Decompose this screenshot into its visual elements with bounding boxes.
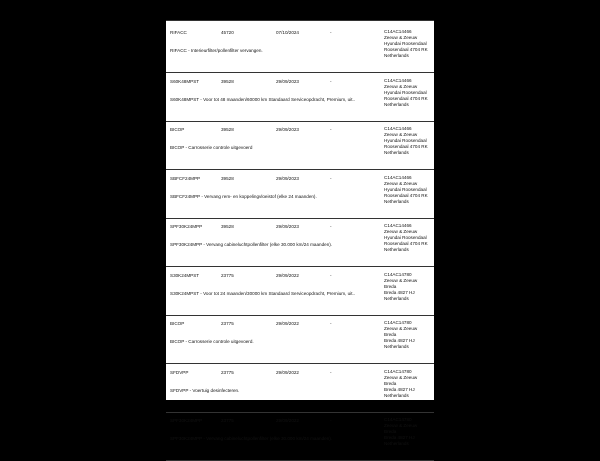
dealer-address-line: Netherlands <box>384 198 409 204</box>
dealer-address-line: Zeeuw & Zeeuw <box>384 277 418 283</box>
operation-description: BICOP - Carrosserie controle uitgevoerd <box>170 145 253 150</box>
service-entry <box>166 73 434 122</box>
service-entry <box>166 364 434 413</box>
mileage-value: 39528 <box>221 175 234 181</box>
operation-code: RIFACC <box>170 30 187 35</box>
dealer-address-line: C14AC14780 <box>384 368 412 374</box>
dealer-address-line: Breda <box>384 283 397 289</box>
dealer-address-line: Zeeuw & Zeeuw <box>384 326 418 331</box>
dealer-address-line: Zeeuw & Zeeuw <box>384 35 418 40</box>
service-entry <box>166 412 434 461</box>
dealer-address-line: C14AC14780 <box>384 320 412 325</box>
dealer-address-block <box>384 369 434 399</box>
dealer-address-line: Breda 4827 HJ <box>384 289 415 295</box>
mileage-value: 39528 <box>221 78 234 84</box>
operation-code: S60K48MPST <box>170 78 200 84</box>
empty-field-dash: - <box>330 369 332 375</box>
dealer-address-block <box>384 29 434 59</box>
mileage-value: 39528 <box>221 224 234 229</box>
dealer-address-line: Zeeuw & Zeeuw <box>384 132 418 137</box>
dealer-address-block <box>384 78 434 108</box>
dealer-address-line: Netherlands <box>384 101 409 107</box>
dealer-address-block <box>384 272 434 302</box>
dealer-address-line: Breda 4827 HJ <box>384 435 415 440</box>
dealer-address-block <box>384 320 434 350</box>
operation-code: S30K24MPST <box>170 272 200 278</box>
service-date: 29/09/2023 <box>276 224 299 229</box>
dealer-address-line: Netherlands <box>384 441 409 446</box>
dealer-address-line: Zeeuw & Zeeuw <box>384 180 418 186</box>
dealer-address-line: Breda <box>384 380 397 386</box>
operation-description: SFDVPP - Voertuig desinfecteren. <box>170 387 240 393</box>
service-history-page <box>166 20 434 446</box>
dealer-address-line: Hyundai Roosendaal <box>384 235 427 240</box>
dealer-address-line: Netherlands <box>384 392 409 398</box>
dealer-address-line: Breda <box>384 429 397 434</box>
dealer-address-line: Breda 4827 HJ <box>384 386 415 392</box>
dealer-address-line: Netherlands <box>384 344 409 349</box>
dealer-address-line: C14AC14466 <box>384 174 412 180</box>
empty-field-dash: - <box>330 272 332 278</box>
operation-description: SPF30K24MPP - Vervang cabineluchtpollenfilter (elke 30.000 km/24 maanden). <box>170 436 333 441</box>
empty-field-dash: - <box>330 321 332 326</box>
mileage-value: 23775 <box>221 418 234 423</box>
dealer-address-line: Zeeuw & Zeeuw <box>384 83 418 89</box>
service-entry <box>166 24 434 73</box>
dealer-address-line: Roosendaal 4704 RK <box>384 241 428 246</box>
service-entry <box>166 121 434 170</box>
empty-field-dash: - <box>330 127 332 132</box>
dealer-address-line: Netherlands <box>384 53 409 58</box>
dealer-address-line: Hyundai Roosendaal <box>384 89 427 95</box>
operation-description: S30K24MPST - Voor tot 24 maanden/30000 km Standaard Serviceopdracht, Premium, uit.. <box>170 290 356 296</box>
dealer-address-line: C14AC14466 <box>384 77 412 83</box>
dealer-address-block <box>384 223 434 253</box>
mileage-value: 39528 <box>221 127 234 132</box>
mileage-value: 23775 <box>221 369 234 375</box>
empty-field-dash: - <box>330 418 332 423</box>
service-date: 29/09/2023 <box>276 78 299 84</box>
empty-field-dash: - <box>330 30 332 35</box>
dealer-address-line: Hyundai Roosendaal <box>384 138 427 143</box>
dealer-address-block <box>384 417 434 447</box>
dealer-address-line: Netherlands <box>384 150 409 155</box>
mileage-value: 23775 <box>221 321 234 326</box>
operation-code: SBFCF24MPP <box>170 175 201 181</box>
mileage-value: 23775 <box>221 272 234 278</box>
empty-field-dash: - <box>330 224 332 229</box>
dealer-address-line: Zeeuw & Zeeuw <box>384 423 418 428</box>
empty-field-dash: - <box>330 175 332 181</box>
dealer-address-line: Netherlands <box>384 247 409 252</box>
dealer-address-line: C14AC14466 <box>384 126 412 131</box>
service-entry <box>166 170 434 219</box>
service-entry <box>166 218 434 267</box>
dealer-address-line: Netherlands <box>384 295 409 301</box>
mileage-value: 45720 <box>221 30 234 35</box>
dealer-address-line: C14AC14466 <box>384 29 412 34</box>
dealer-address-line: Roosendaal 4704 RK <box>384 144 428 149</box>
service-date: 29/09/2022 <box>276 369 299 375</box>
dealer-address-line: Roosendaal 4704 RK <box>384 95 428 101</box>
operation-description: SBFCF24MPP - Vervang rem- en koppelingvloeistof (elke 24 maanden). <box>170 193 317 199</box>
service-date: 29/09/2023 <box>276 127 299 132</box>
dealer-address-block <box>384 175 434 205</box>
dealer-address-line: C14AC14466 <box>384 223 412 228</box>
dealer-address-line: Zeeuw & Zeeuw <box>384 374 418 380</box>
dealer-address-line: Roosendaal 4704 RK <box>384 47 428 52</box>
top-divider <box>166 20 434 21</box>
empty-field-dash: - <box>330 78 332 84</box>
service-entry <box>166 315 434 364</box>
operation-code: SPF30K24MPP <box>170 224 203 229</box>
operation-description: SPF30K24MPP - Vervang cabineluchtpollenfilter (elke 30.000 km/24 maanden). <box>170 242 333 247</box>
dealer-address-line: C14AC14780 <box>384 417 412 422</box>
operation-description: RIFACC - Interieurfilter/pollenfilter vervangen. <box>170 48 263 53</box>
operation-code: SFDVPP <box>170 369 189 375</box>
dealer-address-line: Roosendaal 4704 RK <box>384 192 428 198</box>
dealer-address-line: Hyundai Roosendaal <box>384 186 427 192</box>
service-entry <box>166 267 434 316</box>
service-date: 29/09/2022 <box>276 272 299 278</box>
service-date: 29/09/2022 <box>276 321 299 326</box>
dealer-address-block <box>384 126 434 156</box>
service-date: 29/09/2022 <box>276 418 299 423</box>
dealer-address-line: Zeeuw & Zeeuw <box>384 229 418 234</box>
operation-description: S60K48MPST - Voor tot 48 maanden/60000 km Standaard Serviceopdracht, Premium, uit.. <box>170 96 356 102</box>
dealer-address-line: C14AC14780 <box>384 271 412 277</box>
operation-code: SPF30K24MPP <box>170 418 203 423</box>
operation-code: BICOP <box>170 321 185 326</box>
dealer-address-line: Breda 4827 HJ <box>384 338 415 343</box>
service-date: 29/09/2023 <box>276 175 299 181</box>
service-date: 07/10/2024 <box>276 30 299 35</box>
operation-description: BICOP - Carrosserie controle uitgevoerd. <box>170 339 254 344</box>
dealer-address-line: Breda <box>384 332 397 337</box>
operation-code: BICOP <box>170 127 185 132</box>
dealer-address-line: Hyundai Roosendaal <box>384 41 427 46</box>
